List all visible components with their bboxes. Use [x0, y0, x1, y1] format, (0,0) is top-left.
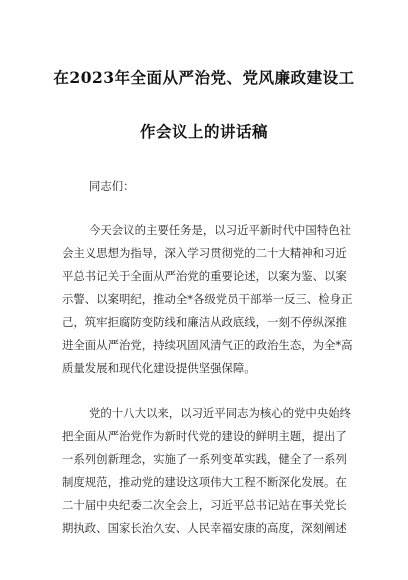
paragraph-2-line: 二十届中央纪委二次全会上，习近平总书记站在事关党长 — [62, 498, 347, 512]
paragraph-2-line: 一系列创新理念，实施了一系列变革实践，健全了一系列 — [62, 452, 347, 466]
document-title-line-2: 作会议上的讲话稿 — [139, 122, 268, 141]
paragraph-1-line: 己，筑牢拒腐防变防线和廉洁从政底线，一刻不停纵深推 — [62, 315, 347, 329]
paragraph-1-line: 示警、以案明纪，推动全*各级党员干部举一反三、检身正 — [62, 292, 353, 306]
document-title-line-1: 在2023年全面从严治党、党风廉政建设工 — [53, 68, 355, 87]
paragraph-1-line: 今天会议的主要任务是，以习近平新时代中国特色社 — [89, 223, 351, 237]
paragraph-2-line: 党的十八大以来，以习近平同志为核心的党中央始终 — [89, 406, 351, 420]
paragraph-1-line: 平总书记关于全面从严治党的重要论述，以案为鉴、以案 — [62, 269, 347, 283]
paragraph-1-line: 进全面从严治党，持续巩固风清气正的政治生态，为全*高 — [62, 338, 353, 352]
paragraph-2-line: 把全面从严治党作为新时代党的建设的鲜明主题，提出了 — [62, 429, 347, 443]
paragraph-2-line: 制度规范，推动党的建设这项伟大工程不断深化发展。在 — [62, 475, 347, 489]
paragraph-1-line: 质量发展和现代化建设提供坚强保障。 — [62, 361, 256, 375]
paragraph-1-line: 会主义思想为指导，深入学习贯彻党的二十大精神和习近 — [62, 246, 347, 260]
paragraph-2-line: 期执政、国家长治久安、人民幸福安康的高度，深刻阐述 — [62, 521, 347, 535]
greeting: 同志们： — [89, 179, 135, 193]
